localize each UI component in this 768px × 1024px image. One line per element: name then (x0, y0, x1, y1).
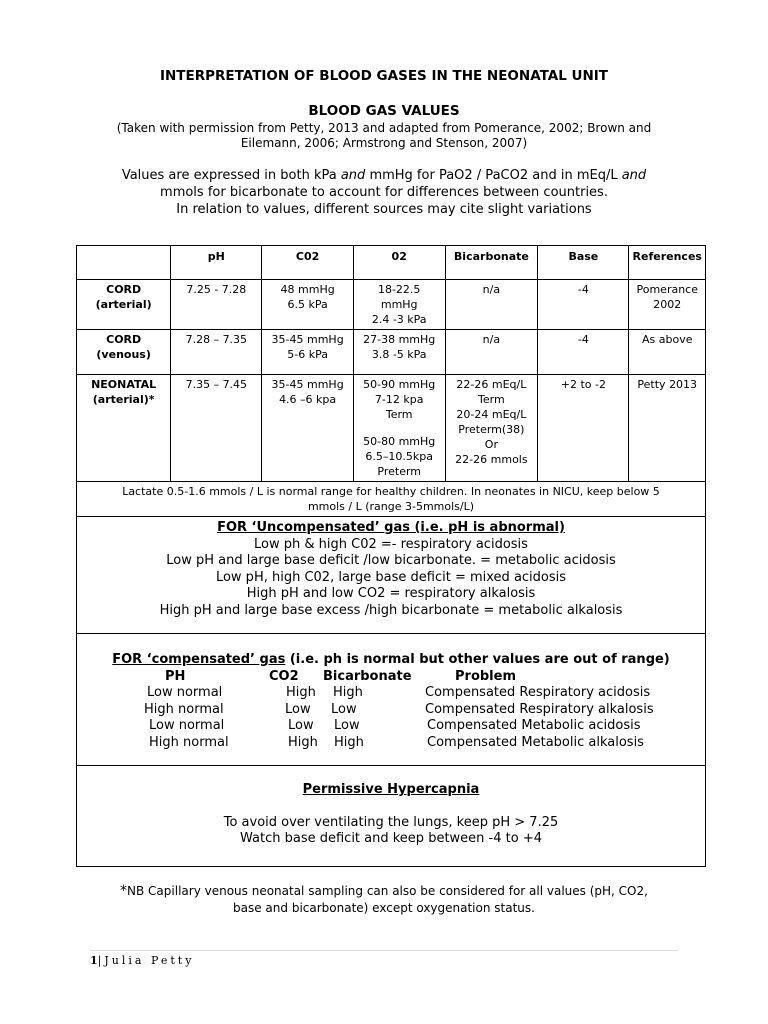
permissive-hypercapnia-box (76, 765, 706, 867)
footnote-star: * (120, 883, 128, 899)
permissive-line-1: To avoid over ventilating the lungs, keep pH > 7.25 (223, 814, 559, 830)
cell-line: Preterm(38) (458, 423, 525, 436)
comp-co2: High (288, 734, 318, 750)
cell-bicarbonate (445, 375, 538, 482)
cell-line: 35-45 mmHg (271, 333, 344, 346)
comp-bicarbonate: Low (334, 718, 360, 733)
row-label-line: CORD (106, 283, 142, 296)
cell-line: 4.6 –6 kpa (279, 393, 337, 406)
comp-co2: Low (288, 718, 314, 733)
cell-line: Or (484, 438, 498, 451)
uncompensated-line: Low pH and large base deficit /low bicarbonate. = metabolic acidosis (166, 553, 616, 568)
cell-line: mmHg (380, 298, 418, 311)
row-label (77, 375, 171, 482)
compensated-heading (77, 652, 705, 669)
col-header-ph: PH (165, 668, 186, 684)
compensated-row (77, 718, 707, 735)
table-row-cord-venous (77, 330, 706, 375)
cell-co2 (262, 280, 353, 330)
uncompensated-line: Low pH, high C02, large base deficit = mixed acidosis (215, 569, 567, 585)
footnote-line-2: base and bicarbonate) except oxygenation status. (233, 901, 535, 915)
cell-line: 48 mmHg (280, 283, 335, 296)
cell-line: Pomerance (636, 283, 698, 296)
uncompensated-line: High pH and low CO2 = respiratory alkalosis (246, 586, 536, 601)
cell-line: 5-6 kPa (287, 348, 328, 361)
footnote-line-1 (90, 883, 678, 900)
cell-line: 3.8 -5 kPa (371, 348, 427, 361)
cell-line: Term (478, 393, 505, 406)
compensated-gas-box (76, 633, 706, 766)
col-header-bicarbonate: Bicarbonate (323, 668, 412, 684)
cell-line: 18-22.5 (377, 283, 421, 296)
cell-ph: 7.28 – 7.35 (171, 330, 262, 375)
header-cell-co2: C02 (262, 246, 353, 280)
footer-author: Julia Petty (104, 954, 195, 967)
cell-reference: Petty 2013 (629, 375, 706, 482)
table-header-row (77, 246, 706, 280)
header-cell-base: Base (538, 246, 629, 280)
intro-text-a: Values are expressed in both kPa (121, 168, 341, 183)
page-number: 1 (90, 954, 98, 967)
box-spacer (77, 799, 705, 815)
row-label (77, 330, 171, 375)
row-label-line: NEONATAL (91, 378, 157, 391)
header-cell-o2: 02 (353, 246, 445, 280)
cell-line: Preterm (377, 465, 422, 478)
values-intro (90, 167, 678, 218)
section-title: BLOOD GAS VALUES (308, 103, 460, 119)
comp-problem: Compensated Respiratory alkalosis (425, 701, 654, 717)
comp-bicarbonate: High (333, 685, 363, 700)
row-label-line: (arterial) (95, 298, 152, 311)
col-header-co2: CO2 (269, 668, 299, 684)
intro-and-1: and (340, 168, 366, 183)
cell-ph: 7.25 - 7.28 (171, 280, 262, 330)
comp-problem: Compensated Respiratory acidosis (425, 685, 651, 700)
lactate-line: Lactate 0.5-1.6 mmols / L is normal range for healthy children. In neonates in NICU, keep below 5 (122, 485, 660, 498)
intro-line-1 (90, 167, 678, 184)
lactate-line: mmols / L (range 3-5mmols/L) (307, 500, 475, 513)
cell-line: 20-24 mEq/L (456, 408, 527, 421)
comp-ph: Low normal (147, 685, 223, 700)
permissive-heading: Permissive Hypercapnia (302, 782, 480, 797)
cell-line: 27-38 mmHg (363, 333, 436, 346)
cell-line: 22-26 mmols (455, 453, 528, 466)
cell-line: 6.5 kPa (287, 298, 328, 311)
row-label-line: CORD (106, 333, 142, 346)
footer-separator: | (97, 954, 105, 967)
cell-base: -4 (538, 280, 629, 330)
header-cell-empty (77, 246, 171, 280)
cell-co2 (262, 375, 353, 482)
cell-line: 6.5–10.5kpa (365, 450, 433, 463)
cell-o2 (353, 280, 445, 330)
uncompensated-heading: FOR ‘Uncompensated’ gas (i.e. pH is abnormal) (217, 520, 565, 535)
compensated-row (77, 685, 707, 702)
footnote (90, 883, 678, 917)
cell-base: +2 to -2 (538, 375, 629, 482)
cell-line: 2.4 -3 kPa (371, 313, 427, 326)
document-title: INTERPRETATION OF BLOOD GASES IN THE NEONATAL UNIT (159, 68, 609, 84)
compensated-heading-underlined: FOR ‘compensated’ gas (112, 652, 286, 667)
row-label-line: (arterial)* (92, 393, 155, 406)
cell-line: 7-12 kpa (374, 393, 424, 406)
uncompensated-line: High pH and large base excess /high bicarbonate = metabolic alkalosis (159, 602, 623, 618)
footer-divider (90, 950, 678, 951)
comp-bicarbonate: High (334, 734, 364, 750)
cell-co2 (262, 330, 353, 375)
comp-co2: High (286, 685, 316, 700)
cell-line: 22-26 mEq/L (456, 378, 527, 391)
cell-o2 (353, 375, 445, 482)
col-header-problem: Problem (455, 668, 516, 684)
header-cell-references: References (629, 246, 706, 280)
permission-note (100, 121, 668, 151)
footnote-text-1: NB Capillary venous neonatal sampling can also be considered for all values (pH, CO2, (127, 884, 648, 898)
compensated-row (77, 702, 707, 719)
cell-line: 35-45 mmHg (271, 378, 344, 391)
table-row-neonatal-arterial (77, 375, 706, 482)
uncompensated-line: Low ph & high C02 =- respiratory acidosis (254, 536, 528, 552)
cell-reference (629, 280, 706, 330)
intro-and-2: and (621, 168, 647, 183)
cell-line: 50-90 mmHg (363, 378, 436, 391)
blood-gas-table (76, 245, 706, 517)
cell-line: 2002 (653, 298, 682, 311)
uncompensated-gas-box (76, 506, 706, 634)
compensated-row (77, 735, 707, 752)
cell-ph: 7.35 – 7.45 (171, 375, 262, 482)
comp-ph: Low normal (149, 718, 225, 733)
row-label-line: (venous) (96, 348, 151, 361)
row-label (77, 280, 171, 330)
header-cell-bicarbonate: Bicarbonate (445, 246, 538, 280)
table-row-cord-arterial (77, 280, 706, 330)
cell-bicarbonate: n/a (445, 330, 538, 375)
cell-line: Term (385, 408, 413, 421)
compensated-column-headers (77, 669, 707, 686)
comp-bicarbonate: Low (331, 701, 357, 717)
comp-problem: Compensated Metabolic alkalosis (427, 734, 644, 750)
comp-ph: High normal (149, 734, 229, 750)
cell-line: 50-80 mmHg (363, 435, 436, 448)
intro-line-3: In relation to values, different sources may cite slight variations (176, 202, 592, 217)
permission-line-1: (Taken with permission from Petty, 2013 and adapted from Pomerance, 2002; Brown and (116, 121, 652, 135)
cell-base: -4 (538, 330, 629, 375)
intro-line-2: mmols for bicarbonate to account for differences between countries. (160, 185, 608, 200)
compensated-heading-rest: (i.e. ph is normal but other values are out of range) (285, 652, 670, 667)
intro-text-b: mmHg for PaO2 / PaCO2 and in mEq/L (365, 168, 622, 183)
comp-co2: Low (285, 701, 311, 717)
cell-spacer (357, 422, 442, 434)
comp-problem: Compensated Metabolic acidosis (427, 718, 641, 733)
page-footer (90, 954, 194, 967)
cell-bicarbonate: n/a (445, 280, 538, 330)
cell-reference: As above (629, 330, 706, 375)
header-cell-ph: pH (171, 246, 262, 280)
permissive-line-2: Watch base deficit and keep between -4 to +4 (240, 831, 542, 846)
cell-o2 (353, 330, 445, 375)
comp-ph: High normal (144, 701, 224, 717)
permission-line-2: Eilemann, 2006; Armstrong and Stenson, 2007) (240, 136, 528, 150)
